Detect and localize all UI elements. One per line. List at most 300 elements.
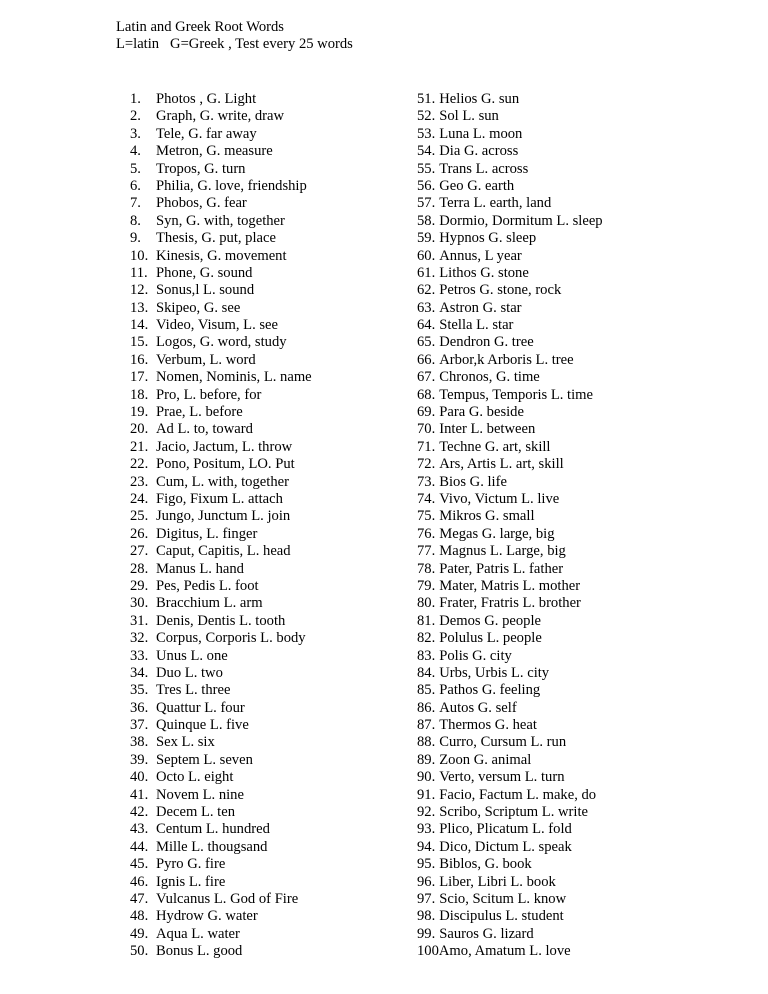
item-number: 93.: [417, 821, 436, 838]
item-text: Nomen, Nominis, L. name: [156, 369, 312, 386]
root-word-item: [417, 248, 717, 265]
item-text: Terra L. earth, land: [439, 195, 552, 212]
item-text: Manus L. hand: [156, 560, 244, 577]
item-text: Novem L. nine: [156, 786, 244, 803]
root-word-item: [417, 91, 717, 108]
item-text: Urbs, Urbis L. city: [439, 664, 550, 681]
item-text: Syn, G. with, together: [156, 212, 285, 229]
root-word-item: [417, 908, 717, 925]
item-text: Denis, Dentis L. tooth: [156, 612, 286, 629]
root-word-item: [130, 804, 390, 821]
item-text: Polulus L. people: [439, 630, 542, 647]
item-number: 36.: [130, 699, 149, 716]
root-word-item: [130, 665, 390, 682]
item-text: Bios G. life: [439, 473, 507, 490]
item-number: 59.: [417, 230, 436, 247]
root-word-item: [417, 526, 717, 543]
root-word-item: [417, 595, 717, 612]
root-word-item: [417, 943, 717, 960]
item-number: 2.: [130, 108, 141, 125]
root-word-item: [130, 282, 390, 299]
root-word-item: [130, 874, 390, 891]
item-number: 32.: [130, 630, 149, 647]
item-number: 17.: [130, 369, 149, 386]
item-text: Jungo, Junctum L. join: [156, 508, 291, 525]
item-text: Thermos G. heat: [439, 717, 537, 734]
root-word-item: [417, 821, 717, 838]
item-number: 39.: [130, 751, 149, 768]
item-text: Dico, Dictum L. speak: [439, 838, 572, 855]
item-number: 13.: [130, 299, 149, 316]
item-number: 20.: [130, 421, 149, 438]
item-text: Pyro G. fire: [156, 856, 226, 873]
item-number: 79.: [417, 577, 436, 594]
item-text: Metron, G. measure: [156, 143, 273, 160]
root-word-item: [417, 282, 717, 299]
root-word-item: [130, 404, 390, 421]
item-text: Hypnos G. sleep: [439, 230, 537, 247]
item-text: Amo, Amatum L. love: [438, 943, 571, 960]
root-word-item: [130, 265, 390, 282]
item-text: Pathos G. feeling: [439, 682, 541, 699]
item-number: 38.: [130, 734, 149, 751]
root-word-item: [130, 317, 390, 334]
item-number: 43.: [130, 821, 149, 838]
root-word-item: [417, 648, 717, 665]
item-number: 60.: [417, 247, 436, 264]
item-number: 51.: [417, 91, 436, 107]
root-word-item: [130, 387, 390, 404]
root-word-item: [417, 856, 717, 873]
item-number: 35.: [130, 682, 149, 699]
root-word-item: [130, 248, 390, 265]
root-word-item: [130, 213, 390, 230]
root-word-item: [130, 943, 390, 960]
item-text: Pro, L. before, for: [156, 386, 262, 403]
item-number: 74.: [417, 490, 436, 507]
root-word-item: [130, 908, 390, 925]
root-word-item: [417, 456, 717, 473]
root-word-item: [417, 178, 717, 195]
item-number: 37.: [130, 717, 149, 734]
root-word-item: [417, 926, 717, 943]
item-text: Luna L. moon: [439, 125, 523, 142]
root-word-item: [417, 561, 717, 578]
item-number: 91.: [417, 786, 436, 803]
item-number: 54.: [417, 143, 436, 160]
item-text: Sonus,l L. sound: [156, 282, 255, 299]
item-text: Pater, Patris L. father: [439, 560, 564, 577]
item-text: Astron G. star: [439, 299, 522, 316]
item-number: 82.: [417, 630, 436, 647]
root-word-item: [417, 665, 717, 682]
item-text: Bracchium L. arm: [156, 595, 263, 612]
root-word-item: [130, 526, 390, 543]
item-number: 78.: [417, 560, 436, 577]
item-number: 47.: [130, 890, 149, 907]
item-number: 84.: [417, 664, 436, 681]
item-text: Logos, G. word, study: [156, 334, 287, 351]
root-word-item: [417, 717, 717, 734]
item-text: Septem L. seven: [156, 751, 253, 768]
item-number: 92.: [417, 804, 436, 821]
item-number: 62.: [417, 282, 436, 299]
item-text: Decem L. ten: [156, 804, 236, 821]
item-text: Plico, Plicatum L. fold: [439, 821, 572, 838]
item-number: 7.: [130, 195, 141, 212]
item-number: 58.: [417, 212, 436, 229]
document-subtitle: L=latin G=Greek , Test every 25 words: [116, 36, 353, 53]
item-number: 48.: [130, 908, 149, 925]
root-word-item: [417, 474, 717, 491]
item-number: 46.: [130, 873, 149, 890]
root-word-item: [130, 821, 390, 838]
item-number: 34.: [130, 664, 149, 681]
item-number: 29.: [130, 577, 149, 594]
item-text: Prae, L. before: [156, 404, 243, 421]
item-number: 76.: [417, 525, 436, 542]
root-word-item: [130, 108, 390, 125]
item-text: Video, Visum, L. see: [156, 317, 279, 334]
item-text: Magnus L. Large, big: [439, 543, 566, 560]
root-word-item: [130, 161, 390, 178]
item-text: Tempus, Temporis L. time: [439, 386, 593, 403]
item-number: 52.: [417, 108, 436, 125]
root-word-item: [417, 543, 717, 560]
item-text: Arbor,k Arboris L. tree: [439, 351, 574, 368]
item-number: 27.: [130, 543, 149, 560]
item-number: 33.: [130, 647, 149, 664]
item-number: 53.: [417, 125, 436, 142]
item-text: Digitus, L. finger: [156, 525, 258, 542]
root-word-item: [417, 787, 717, 804]
root-word-item: [130, 561, 390, 578]
root-word-item: [417, 891, 717, 908]
item-number: 61.: [417, 264, 436, 281]
item-number: 56.: [417, 177, 436, 194]
item-number: 45.: [130, 856, 149, 873]
item-text: Quattur L. four: [156, 699, 245, 716]
item-text: Quinque L. five: [156, 717, 249, 734]
root-word-item: [417, 143, 717, 160]
root-word-item: [417, 752, 717, 769]
root-word-item: [130, 787, 390, 804]
item-number: 87.: [417, 717, 436, 734]
root-word-item: [130, 578, 390, 595]
item-text: Geo G. earth: [439, 177, 515, 194]
root-word-item: [130, 926, 390, 943]
item-number: 88.: [417, 734, 436, 751]
root-word-item: [417, 300, 717, 317]
item-number: 12.: [130, 282, 149, 299]
item-text: Mille L. thougsand: [156, 838, 268, 855]
item-number: 6.: [130, 177, 141, 194]
item-number: 28.: [130, 560, 149, 577]
item-number: 24.: [130, 490, 149, 507]
root-word-item: [130, 648, 390, 665]
root-word-item: [130, 595, 390, 612]
item-text: Annus, L year: [439, 247, 522, 264]
item-text: Ignis L. fire: [156, 873, 226, 890]
item-text: Centum L. hundred: [156, 821, 270, 838]
item-text: Scio, Scitum L. know: [439, 890, 567, 907]
item-text: Demos G. people: [439, 612, 541, 629]
root-word-item: [130, 856, 390, 873]
root-word-item: [130, 769, 390, 786]
item-number: 4.: [130, 143, 141, 160]
item-text: Hydrow G. water: [156, 908, 258, 925]
item-text: Octo L. eight: [156, 769, 234, 786]
item-text: Polis G. city: [439, 647, 512, 664]
item-number: 99.: [417, 925, 436, 942]
root-word-item: [130, 543, 390, 560]
root-word-item: [417, 195, 717, 212]
item-text: Tropos, G. turn: [156, 160, 246, 177]
item-text: Facio, Factum L. make, do: [439, 786, 597, 803]
item-text: Zoon G. animal: [439, 751, 532, 768]
root-word-item: [417, 265, 717, 282]
item-text: Scribo, Scriptum L. write: [439, 804, 589, 821]
root-word-item: [417, 230, 717, 247]
item-number: 68.: [417, 386, 436, 403]
item-text: Mikros G. small: [439, 508, 535, 525]
item-text: Graph, G. write, draw: [156, 108, 285, 125]
item-number: 100: [417, 943, 439, 960]
item-text: Autos G. self: [439, 699, 517, 716]
item-text: Mater, Matris L. mother: [439, 577, 581, 594]
root-words-list-1-50: [130, 91, 390, 961]
root-word-item: [417, 387, 717, 404]
item-number: 83.: [417, 647, 436, 664]
root-word-item: [417, 734, 717, 751]
item-number: 75.: [417, 508, 436, 525]
item-number: 73.: [417, 473, 436, 490]
root-word-item: [130, 352, 390, 369]
item-number: 67.: [417, 369, 436, 386]
item-text: Corpus, Corporis L. body: [156, 630, 306, 647]
item-text: Trans L. across: [439, 160, 529, 177]
root-word-item: [130, 143, 390, 160]
item-number: 77.: [417, 543, 436, 560]
root-word-item: [130, 421, 390, 438]
item-number: 50.: [130, 943, 149, 960]
item-text: Jacio, Jactum, L. throw: [156, 438, 293, 455]
item-number: 71.: [417, 438, 436, 455]
item-text: Vulcanus L. God of Fire: [156, 890, 299, 907]
item-text: Cum, L. with, together: [156, 473, 289, 490]
item-text: Lithos G. stone: [439, 264, 529, 281]
root-word-item: [417, 491, 717, 508]
item-text: Frater, Fratris L. brother: [439, 595, 581, 612]
item-number: 8.: [130, 212, 141, 229]
item-text: Phone, G. sound: [156, 264, 253, 281]
item-text: Skipeo, G. see: [156, 299, 241, 316]
item-text: Para G. beside: [439, 404, 524, 421]
item-text: Biblos, G. book: [439, 856, 532, 873]
root-word-item: [417, 439, 717, 456]
item-number: 5.: [130, 160, 141, 177]
item-text: Pes, Pedis L. foot: [156, 577, 259, 594]
root-word-item: [417, 769, 717, 786]
root-word-item: [417, 630, 717, 647]
item-number: 19.: [130, 404, 149, 421]
item-text: Curro, Cursum L. run: [439, 734, 567, 751]
item-text: Dormio, Dormitum L. sleep: [439, 212, 603, 229]
root-word-item: [417, 369, 717, 386]
root-word-item: [130, 630, 390, 647]
root-word-item: [130, 369, 390, 386]
item-text: Tele, G. far away: [156, 125, 257, 142]
document-header: [116, 19, 353, 54]
root-word-item: [130, 334, 390, 351]
item-number: 31.: [130, 612, 149, 629]
root-word-item: [417, 126, 717, 143]
root-word-item: [417, 421, 717, 438]
item-number: 69.: [417, 404, 436, 421]
item-number: 15.: [130, 334, 149, 351]
item-text: Duo L. two: [156, 664, 223, 681]
root-word-item: [417, 404, 717, 421]
item-text: Unus L. one: [156, 647, 228, 664]
item-number: 97.: [417, 890, 436, 907]
item-text: Liber, Libri L. book: [439, 873, 556, 890]
root-word-item: [130, 491, 390, 508]
item-text: Verto, versum L. turn: [439, 769, 565, 786]
root-word-item: [417, 508, 717, 525]
item-number: 57.: [417, 195, 436, 212]
item-number: 25.: [130, 508, 149, 525]
item-text: Sol L. sun: [439, 108, 499, 125]
item-number: 18.: [130, 386, 149, 403]
root-word-item: [130, 682, 390, 699]
item-number: 21.: [130, 438, 149, 455]
item-number: 96.: [417, 873, 436, 890]
item-text: Caput, Capitis, L. head: [156, 543, 291, 560]
root-word-item: [417, 578, 717, 595]
root-word-item: [417, 334, 717, 351]
item-number: 89.: [417, 751, 436, 768]
root-word-item: [130, 439, 390, 456]
root-word-item: [417, 213, 717, 230]
item-number: 41.: [130, 786, 149, 803]
root-word-item: [130, 700, 390, 717]
root-word-item: [130, 474, 390, 491]
item-number: 80.: [417, 595, 436, 612]
item-number: 16.: [130, 351, 149, 368]
item-text: Philia, G. love, friendship: [156, 177, 307, 194]
root-word-item: [130, 734, 390, 751]
root-word-item: [417, 874, 717, 891]
root-word-item: [417, 108, 717, 125]
root-word-item: [130, 178, 390, 195]
root-word-item: [130, 456, 390, 473]
root-word-item: [130, 717, 390, 734]
item-number: 26.: [130, 525, 149, 542]
item-text: Figo, Fixum L. attach: [156, 490, 283, 507]
root-word-item: [130, 126, 390, 143]
item-number: 64.: [417, 317, 436, 334]
item-text: Phobos, G. fear: [156, 195, 247, 212]
item-number: 86.: [417, 699, 436, 716]
item-number: 49.: [130, 925, 149, 942]
item-text: Dia G. across: [439, 143, 519, 160]
item-number: 70.: [417, 421, 436, 438]
root-word-item: [130, 230, 390, 247]
item-text: Kinesis, G. movement: [156, 247, 287, 264]
root-word-item: [130, 839, 390, 856]
item-text: Tres L. three: [156, 682, 231, 699]
document-title: Latin and Greek Root Words: [116, 19, 284, 35]
root-word-item: [130, 195, 390, 212]
item-text: Thesis, G. put, place: [156, 230, 276, 247]
item-text: Pono, Positum, LO. Put: [156, 456, 295, 473]
item-text: Vivo, Victum L. live: [439, 490, 560, 507]
item-text: Sauros G. lizard: [439, 925, 534, 942]
item-text: Aqua L. water: [156, 925, 240, 942]
item-number: 65.: [417, 334, 436, 351]
item-number: 1.: [130, 91, 141, 107]
root-word-item: [417, 804, 717, 821]
item-text: Megas G. large, big: [439, 525, 555, 542]
item-text: Dendron G. tree: [439, 334, 534, 351]
item-number: 30.: [130, 595, 149, 612]
item-number: 85.: [417, 682, 436, 699]
root-words-list-51-100: [417, 91, 717, 961]
item-text: Chronos, G. time: [439, 369, 540, 386]
item-text: Verbum, L. word: [156, 351, 256, 368]
item-text: Bonus L. good: [156, 943, 243, 960]
item-number: 42.: [130, 804, 149, 821]
item-text: Techne G. art, skill: [439, 438, 551, 455]
item-number: 10.: [130, 247, 149, 264]
item-text: Ars, Artis L. art, skill: [439, 456, 564, 473]
item-number: 98.: [417, 908, 436, 925]
root-word-item: [417, 839, 717, 856]
item-text: Sex L. six: [156, 734, 215, 751]
root-word-item: [417, 317, 717, 334]
root-word-item: [417, 613, 717, 630]
root-word-item: [417, 352, 717, 369]
item-number: 90.: [417, 769, 436, 786]
root-word-item: [417, 700, 717, 717]
root-word-item: [417, 682, 717, 699]
item-number: 95.: [417, 856, 436, 873]
item-number: 11.: [130, 264, 148, 281]
item-text: Ad L. to, toward: [156, 421, 253, 438]
item-number: 66.: [417, 351, 436, 368]
item-number: 3.: [130, 125, 141, 142]
item-text: Inter L. between: [439, 421, 536, 438]
item-number: 94.: [417, 838, 436, 855]
item-text: Petros G. stone, rock: [439, 282, 562, 299]
item-number: 81.: [417, 612, 436, 629]
item-text: Discipulus L. student: [439, 908, 564, 925]
item-text: Photos , G. Light: [156, 91, 257, 107]
item-number: 22.: [130, 456, 149, 473]
item-number: 23.: [130, 473, 149, 490]
item-number: 63.: [417, 299, 436, 316]
root-word-item: [130, 613, 390, 630]
item-text: Helios G. sun: [439, 91, 520, 107]
root-word-item: [417, 161, 717, 178]
item-number: 72.: [417, 456, 436, 473]
root-word-item: [130, 300, 390, 317]
root-word-item: [130, 891, 390, 908]
item-text: Stella L. star: [439, 317, 514, 334]
root-word-item: [130, 508, 390, 525]
item-number: 40.: [130, 769, 149, 786]
root-word-item: [130, 752, 390, 769]
